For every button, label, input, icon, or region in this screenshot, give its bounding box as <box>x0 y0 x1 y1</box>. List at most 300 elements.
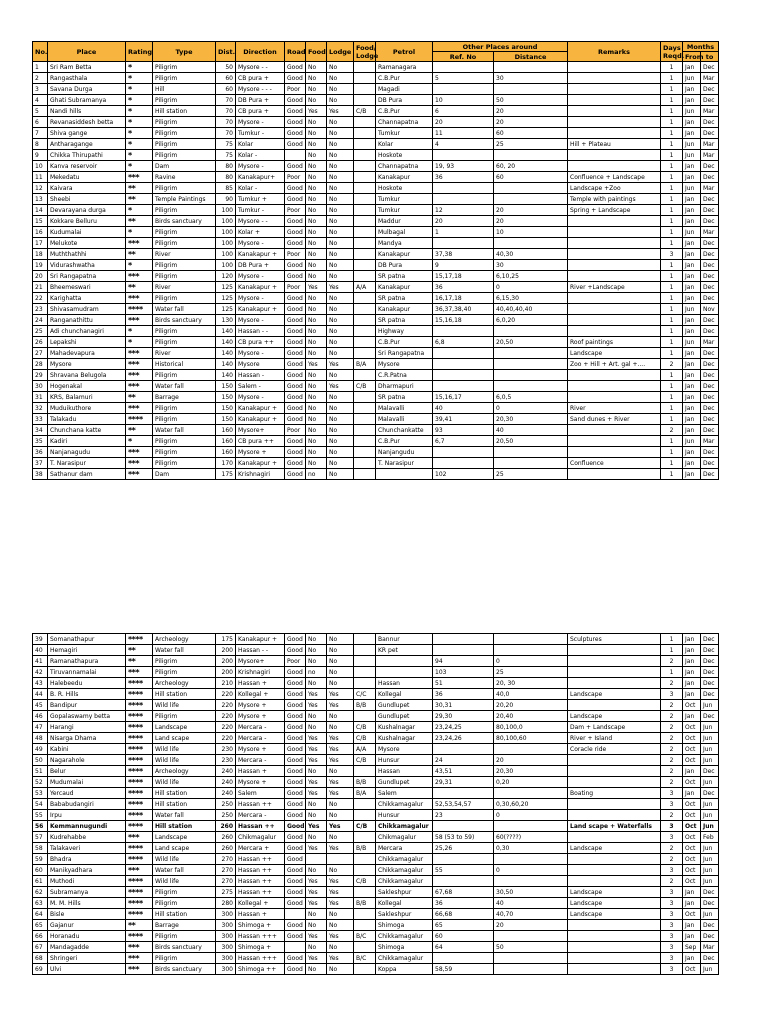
cell-petrol: Chikkamagalur <box>376 854 433 865</box>
cell-food: Yes <box>306 106 327 117</box>
cell-type: Piligrim <box>153 260 216 271</box>
cell-remarks: Hill + Plateau <box>568 139 661 150</box>
table-row <box>33 425 719 436</box>
cell-from: Jan <box>683 634 701 645</box>
table-row <box>33 370 719 381</box>
cell-from: Jan <box>683 282 701 293</box>
cell-direction: Hassan ++ <box>236 876 285 887</box>
cell-place: Belur <box>48 766 126 777</box>
cell-direction: Mercara + <box>236 843 285 854</box>
cell-food: no <box>306 469 327 480</box>
cell-ref-no: 58 (53 to 59) <box>433 832 494 843</box>
cell-petrol: Chikkamagalur <box>376 799 433 810</box>
cell-to: Mar <box>701 227 719 238</box>
cell-days: 3 <box>661 898 683 909</box>
cell-direction: Kollegal + <box>236 689 285 700</box>
cell-ref-no: 23 <box>433 810 494 821</box>
cell-place: Antharagange <box>48 139 126 150</box>
cell-petrol: Hoskote <box>376 150 433 161</box>
cell-lodge: No <box>327 326 354 337</box>
cell-dist: 70 <box>216 95 236 106</box>
cell-no: 17 <box>33 238 48 249</box>
cell-rating: **** <box>126 887 153 898</box>
cell-dist: 175 <box>216 469 236 480</box>
cell-distance: 0 <box>494 403 568 414</box>
cell-to: Dec <box>701 117 719 128</box>
cell-food-lodge: C/B <box>354 755 376 766</box>
cell-from: Oct <box>683 909 701 920</box>
cell-food-lodge <box>354 865 376 876</box>
cell-type: Land scape <box>153 843 216 854</box>
cell-lodge: No <box>327 205 354 216</box>
cell-remarks <box>568 73 661 84</box>
cell-place: Nisarga Dhama <box>48 733 126 744</box>
cell-rating: *** <box>126 293 153 304</box>
cell-food-lodge <box>354 326 376 337</box>
cell-from: Sep <box>683 942 701 953</box>
cell-direction: Hassan + <box>236 678 285 689</box>
cell-remarks <box>568 700 661 711</box>
cell-to: Dec <box>701 931 719 942</box>
table-row <box>33 909 719 920</box>
cell-distance: 20 <box>494 755 568 766</box>
cell-petrol: Chikkamagalur <box>376 876 433 887</box>
cell-food: No <box>306 403 327 414</box>
cell-dist: 240 <box>216 766 236 777</box>
cell-lodge: No <box>327 238 354 249</box>
cell-lodge: No <box>327 436 354 447</box>
table-row <box>33 810 719 821</box>
cell-dist: 270 <box>216 876 236 887</box>
cell-food-lodge <box>354 117 376 128</box>
cell-remarks <box>568 953 661 964</box>
cell-petrol: Kushalnagar <box>376 722 433 733</box>
cell-no: 20 <box>33 271 48 282</box>
cell-remarks: Temple with paintings <box>568 194 661 205</box>
cell-road: Poor <box>285 656 306 667</box>
table-row <box>33 469 719 480</box>
cell-ref-no: 25,26 <box>433 843 494 854</box>
cell-dist: 210 <box>216 678 236 689</box>
cell-to: Dec <box>701 689 719 700</box>
cell-ref-no: 6,7 <box>433 436 494 447</box>
cell-remarks <box>568 854 661 865</box>
cell-from: Jan <box>683 271 701 282</box>
cell-place: Nagarahole <box>48 755 126 766</box>
cell-food-lodge <box>354 645 376 656</box>
cell-no: 8 <box>33 139 48 150</box>
cell-place: Bandipur <box>48 700 126 711</box>
cell-distance: 25 <box>494 667 568 678</box>
cell-place: Yercaud <box>48 788 126 799</box>
cell-to: Dec <box>701 381 719 392</box>
cell-remarks <box>568 106 661 117</box>
cell-type: Piligrim <box>153 458 216 469</box>
cell-dist: 260 <box>216 832 236 843</box>
cell-distance <box>494 744 568 755</box>
cell-dist: 100 <box>216 227 236 238</box>
cell-road: Good <box>285 887 306 898</box>
cell-from: Jan <box>683 359 701 370</box>
cell-distance: 20 <box>494 216 568 227</box>
cell-food-lodge <box>354 337 376 348</box>
table-row <box>33 392 719 403</box>
cell-ref-no: 37,38 <box>433 249 494 260</box>
cell-place: Somanathapur <box>48 634 126 645</box>
cell-remarks: Dam + Landscape <box>568 722 661 733</box>
cell-place: T. Narasipur <box>48 458 126 469</box>
cell-road: Poor <box>285 84 306 95</box>
cell-no: 53 <box>33 788 48 799</box>
cell-remarks <box>568 645 661 656</box>
cell-remarks: Confluence + Landscape <box>568 172 661 183</box>
cell-ref-no: 6,8 <box>433 337 494 348</box>
cell-petrol: Hassan <box>376 678 433 689</box>
cell-remarks <box>568 942 661 953</box>
table-row <box>33 106 719 117</box>
cell-place: Chunchana katte <box>48 425 126 436</box>
cell-dist: 100 <box>216 205 236 216</box>
cell-direction: Hassan ++ <box>236 821 285 832</box>
cell-no: 1 <box>33 62 48 73</box>
cell-days: 1 <box>661 469 683 480</box>
col-place: Place <box>48 42 126 62</box>
cell-lodge: No <box>327 194 354 205</box>
cell-food: No <box>306 128 327 139</box>
cell-type: Piligrim <box>153 436 216 447</box>
cell-days: 1 <box>661 260 683 271</box>
cell-lodge: No <box>327 810 354 821</box>
cell-lodge: No <box>327 964 354 975</box>
cell-direction: Hassan - - <box>236 326 285 337</box>
cell-type: Piligrim <box>153 117 216 128</box>
table-row <box>33 920 719 931</box>
cell-distance <box>494 359 568 370</box>
cell-type: Piligrim <box>153 370 216 381</box>
cell-food: No <box>306 370 327 381</box>
cell-place: Halebeedu <box>48 678 126 689</box>
cell-distance: 20,30 <box>494 414 568 425</box>
cell-dist: 85 <box>216 183 236 194</box>
cell-place: Kabini <box>48 744 126 755</box>
cell-type: Hill station <box>153 106 216 117</box>
cell-dist: 250 <box>216 810 236 821</box>
cell-food: No <box>306 227 327 238</box>
cell-ref-no: 93 <box>433 425 494 436</box>
cell-remarks: River +Landscape <box>568 282 661 293</box>
cell-distance: 80,100,0 <box>494 722 568 733</box>
cell-place: Talakaveri <box>48 843 126 854</box>
cell-petrol: Salem <box>376 788 433 799</box>
cell-ref-no: 30,31 <box>433 700 494 711</box>
cell-type: Birds sanctuary <box>153 964 216 975</box>
cell-road: Good <box>285 711 306 722</box>
cell-ref-no <box>433 645 494 656</box>
cell-road: Good <box>285 62 306 73</box>
cell-to: Dec <box>701 216 719 227</box>
cell-road: Good <box>285 447 306 458</box>
cell-ref-no: 23,24,25 <box>433 722 494 733</box>
cell-road: Good <box>285 117 306 128</box>
cell-no: 55 <box>33 810 48 821</box>
cell-no: 50 <box>33 755 48 766</box>
cell-lodge: Yes <box>327 689 354 700</box>
cell-days: 3 <box>661 799 683 810</box>
cell-from: Oct <box>683 843 701 854</box>
cell-type: Ravine <box>153 172 216 183</box>
cell-days: 2 <box>661 766 683 777</box>
cell-rating: ** <box>126 194 153 205</box>
cell-petrol <box>376 656 433 667</box>
cell-no: 6 <box>33 117 48 128</box>
table-row <box>33 359 719 370</box>
cell-ref-no: 36 <box>433 282 494 293</box>
cell-food: No <box>306 249 327 260</box>
cell-lodge: No <box>327 84 354 95</box>
table-row <box>33 458 719 469</box>
cell-food-lodge <box>354 799 376 810</box>
col-months: Months <box>683 42 719 52</box>
cell-food-lodge <box>354 249 376 260</box>
cell-distance: 0,20 <box>494 777 568 788</box>
cell-distance: 60 <box>494 128 568 139</box>
cell-days: 1 <box>661 282 683 293</box>
cell-rating: * <box>126 436 153 447</box>
cell-distance: 50 <box>494 942 568 953</box>
cell-to: Mar <box>701 139 719 150</box>
cell-from: Jan <box>683 920 701 931</box>
cell-food-lodge <box>354 425 376 436</box>
cell-type: Piligrim <box>153 414 216 425</box>
cell-road: Good <box>285 755 306 766</box>
cell-food: No <box>306 348 327 359</box>
cell-ref-no: 10 <box>433 95 494 106</box>
cell-food: Yes <box>306 777 327 788</box>
cell-dist: 270 <box>216 865 236 876</box>
cell-rating: ** <box>126 392 153 403</box>
cell-ref-no: 20 <box>433 117 494 128</box>
cell-dist: 75 <box>216 139 236 150</box>
cell-lodge: No <box>327 73 354 84</box>
cell-lodge: No <box>327 150 354 161</box>
cell-from: Jan <box>683 249 701 260</box>
table-row <box>33 843 719 854</box>
cell-lodge: No <box>327 293 354 304</box>
cell-ref-no <box>433 876 494 887</box>
cell-lodge: Yes <box>327 843 354 854</box>
cell-to: Dec <box>701 634 719 645</box>
table-row <box>33 337 719 348</box>
cell-food-lodge <box>354 656 376 667</box>
cell-days: 2 <box>661 425 683 436</box>
cell-from: Jan <box>683 898 701 909</box>
cell-ref-no: 40 <box>433 403 494 414</box>
table-body-part1 <box>33 62 719 480</box>
cell-from: Oct <box>683 777 701 788</box>
cell-direction: Hassan ++ <box>236 887 285 898</box>
cell-rating: ** <box>126 425 153 436</box>
cell-rating: *** <box>126 370 153 381</box>
cell-days: 1 <box>661 183 683 194</box>
cell-no: 43 <box>33 678 48 689</box>
cell-to: Mar <box>701 106 719 117</box>
cell-petrol: Kushalnagar <box>376 733 433 744</box>
cell-rating: * <box>126 227 153 238</box>
cell-ref-no <box>433 183 494 194</box>
cell-food-lodge: C/B <box>354 821 376 832</box>
cell-food-lodge: C/B <box>354 381 376 392</box>
cell-dist: 160 <box>216 425 236 436</box>
cell-dist: 160 <box>216 436 236 447</box>
cell-food: No <box>306 117 327 128</box>
table-row <box>33 139 719 150</box>
cell-ref-no: 52,53,54,57 <box>433 799 494 810</box>
cell-road: Good <box>285 238 306 249</box>
cell-direction: Kanakapur + <box>236 458 285 469</box>
cell-type: Wild life <box>153 854 216 865</box>
cell-dist: 60 <box>216 84 236 95</box>
cell-type: Piligrim <box>153 62 216 73</box>
cell-remarks <box>568 392 661 403</box>
cell-place: Gopalaswamy betta <box>48 711 126 722</box>
cell-distance: 30,50 <box>494 887 568 898</box>
cell-days: 2 <box>661 843 683 854</box>
cell-food: No <box>306 205 327 216</box>
cell-direction: Kanakapur + <box>236 634 285 645</box>
cell-no: 51 <box>33 766 48 777</box>
cell-direction: Salem <box>236 788 285 799</box>
cell-lodge: No <box>327 370 354 381</box>
cell-remarks <box>568 865 661 876</box>
cell-type: Piligrim <box>153 667 216 678</box>
cell-rating: * <box>126 139 153 150</box>
cell-remarks: Sand dunes + River <box>568 414 661 425</box>
cell-road: Good <box>285 414 306 425</box>
cell-rating: **** <box>126 909 153 920</box>
cell-dist: 260 <box>216 843 236 854</box>
cell-days: 1 <box>661 403 683 414</box>
cell-food: Yes <box>306 755 327 766</box>
cell-rating: * <box>126 73 153 84</box>
cell-rating: **** <box>126 634 153 645</box>
cell-to: Dec <box>701 95 719 106</box>
cell-road: Good <box>285 106 306 117</box>
cell-to: Jun <box>701 843 719 854</box>
cell-food: Yes <box>306 359 327 370</box>
cell-lodge: No <box>327 117 354 128</box>
cell-lodge: No <box>327 656 354 667</box>
cell-days: 3 <box>661 821 683 832</box>
cell-petrol: Mulbagal <box>376 227 433 238</box>
cell-petrol: Tumkur <box>376 205 433 216</box>
cell-rating: *** <box>126 469 153 480</box>
cell-food-lodge <box>354 887 376 898</box>
cell-petrol: Hunsur <box>376 755 433 766</box>
cell-food: Yes <box>306 931 327 942</box>
cell-days: 3 <box>661 887 683 898</box>
cell-type: Hill station <box>153 689 216 700</box>
cell-food: No <box>306 139 327 150</box>
cell-place: Shiva gange <box>48 128 126 139</box>
cell-no: 40 <box>33 645 48 656</box>
cell-days: 1 <box>661 73 683 84</box>
cell-place: Vidurashwatha <box>48 260 126 271</box>
cell-no: 5 <box>33 106 48 117</box>
cell-rating: *** <box>126 458 153 469</box>
cell-distance: 60(????) <box>494 832 568 843</box>
cell-type: Piligrim <box>153 931 216 942</box>
cell-road: Good <box>285 216 306 227</box>
cell-remarks <box>568 117 661 128</box>
cell-from: Oct <box>683 821 701 832</box>
table-row <box>33 887 719 898</box>
cell-rating: **** <box>126 755 153 766</box>
cell-petrol: SR patna <box>376 293 433 304</box>
table-row <box>33 766 719 777</box>
cell-no: 52 <box>33 777 48 788</box>
cell-no: 34 <box>33 425 48 436</box>
cell-food: No <box>306 656 327 667</box>
cell-place: Manikyadhara <box>48 865 126 876</box>
cell-place: Subramanya <box>48 887 126 898</box>
cell-food-lodge: A/A <box>354 744 376 755</box>
cell-to: Dec <box>701 359 719 370</box>
cell-dist: 120 <box>216 271 236 282</box>
cell-type: Wild life <box>153 876 216 887</box>
cell-distance: 10 <box>494 227 568 238</box>
cell-dist: 230 <box>216 755 236 766</box>
cell-rating: **** <box>126 766 153 777</box>
cell-to: Mar <box>701 150 719 161</box>
cell-ref-no: 36,37,38,40 <box>433 304 494 315</box>
cell-direction: DB Pura + <box>236 260 285 271</box>
cell-days: 2 <box>661 700 683 711</box>
cell-distance: 80,100,60 <box>494 733 568 744</box>
cell-direction: Mysore + <box>236 711 285 722</box>
cell-rating: ** <box>126 249 153 260</box>
cell-distance: 0 <box>494 656 568 667</box>
table-row <box>33 788 719 799</box>
cell-remarks <box>568 370 661 381</box>
cell-ref-no <box>433 62 494 73</box>
cell-food: Yes <box>306 744 327 755</box>
cell-days: 1 <box>661 348 683 359</box>
cell-remarks: Boating <box>568 788 661 799</box>
cell-rating: **** <box>126 854 153 865</box>
cell-from: Jan <box>683 315 701 326</box>
cell-dist: 275 <box>216 887 236 898</box>
cell-road <box>285 909 306 920</box>
cell-to: Dec <box>701 326 719 337</box>
cell-type: Temple Paintings <box>153 194 216 205</box>
cell-rating: ** <box>126 183 153 194</box>
cell-lodge: No <box>327 260 354 271</box>
cell-no: 30 <box>33 381 48 392</box>
cell-road: Good <box>285 348 306 359</box>
table-row <box>33 95 719 106</box>
cell-days: 2 <box>661 656 683 667</box>
cell-direction: Hassan + <box>236 909 285 920</box>
cell-petrol: Nanjangudu <box>376 447 433 458</box>
cell-to: Jun <box>701 722 719 733</box>
cell-days: 3 <box>661 832 683 843</box>
cell-lodge: Yes <box>327 777 354 788</box>
cell-food-lodge <box>354 205 376 216</box>
cell-food-lodge <box>354 854 376 865</box>
cell-days: 1 <box>661 84 683 95</box>
cell-dist: 280 <box>216 898 236 909</box>
cell-dist: 80 <box>216 172 236 183</box>
